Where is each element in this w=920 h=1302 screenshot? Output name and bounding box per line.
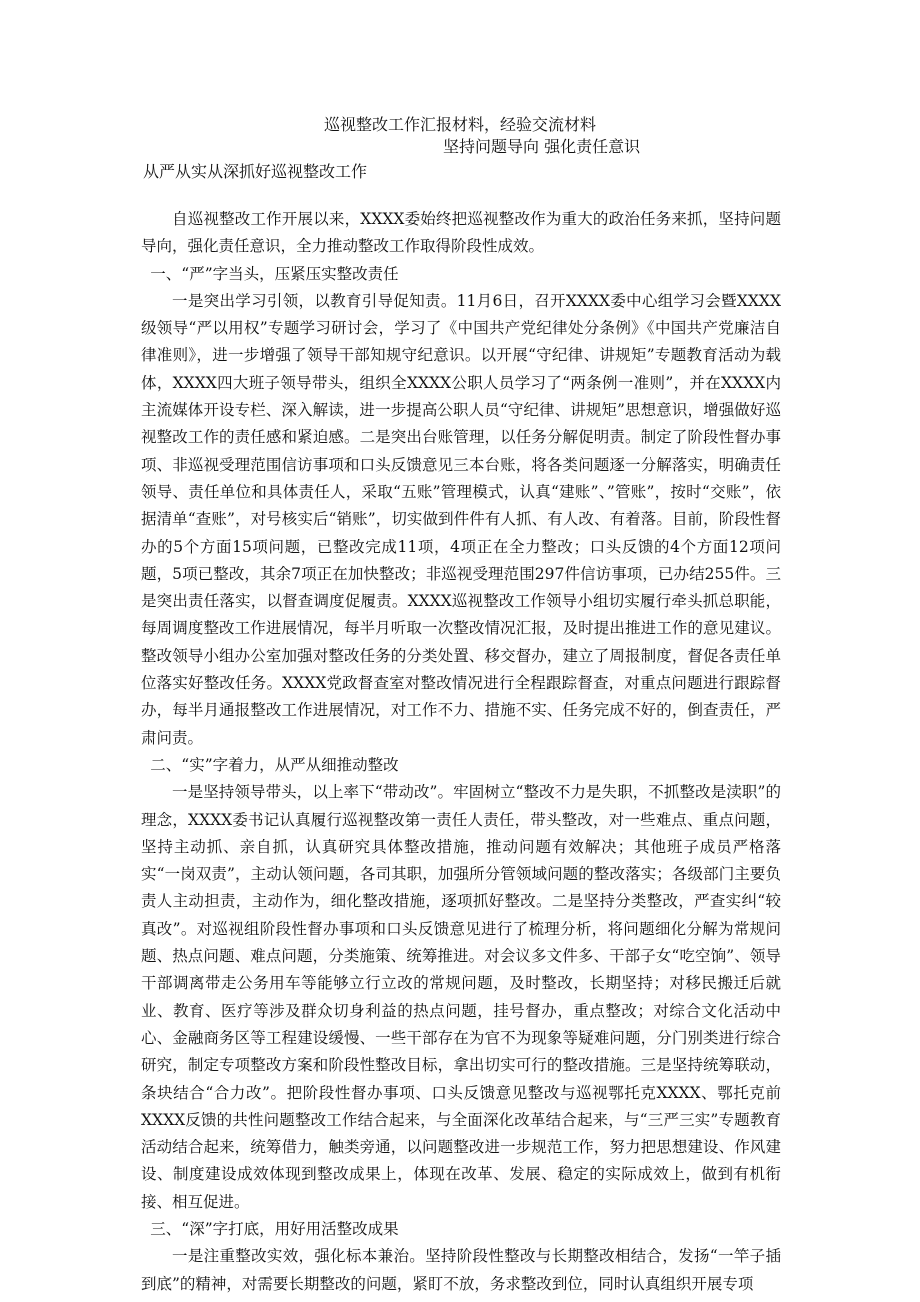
document-title: 巡视整改工作汇报材料，经验交流材料	[323, 115, 596, 134]
intro-paragraph: 自巡视整改工作开展以来，XXXX委始终把巡视整改作为重大的政治任务来抓，坚持问题导向，强化责任意识，全力推动整改工作取得阶段性成效。	[141, 210, 781, 256]
document-subtitle: 坚持问题导向 强化责任意识	[443, 137, 641, 156]
section-1-paragraph: 一是突出学习引领，以教育引导促知责。11月6日，召开XXXX委中心组学习会暨XXXX级领导“严以用权”专题学习研讨会，学习了《中国共产党纪律处分条例》《中国共产党廉洁自律准则》，进一步增强了领导干部知规守纪意识。以开展“守纪律、讲规矩”专题教育活动为载体，XXXX四大班子领导带头，组织全XXXX公职人员学习了“两条例一准则”，并在XXXX内主流媒体开设专栏、深入解读，进一步提高公职人员“守纪律、讲规矩”思想意识，增强做好巡视整改工作的责任感和紧迫感。二是突出台账管理，以任务分解促明责。制定了阶段性督办事项、非巡视受理范围信访事项和口头反馈意见三本台账，将各类问题逐一分解落实，明确责任领导、责任单位和具体责任人，采取“五账”管理模式，认真“建账”、”管账”，按时“交账”，依据清单“查账”，对号核实后“销账”，切实做到件件有人抓、有人改、有着落。目前，阶段性督办的5个方面15项问题，已整改完成11项，4项正在全力整改；口头反馈的4个方面12项问题，5项已整改，其余7项正在加快整改；非巡视受理范围297件信访事项，已办结255件。三是突出责任落实，以督查调度促履责。XXXX巡视整改工作领导小组切实履行牵头抓总职能，每周调度整改工作进展情况，每半月听取一次整改情况汇报，及时提出推进工作的意见建议。整改领导小组办公室加强对整改任务的分类处置、移交督办，建立了周报制度，督促各责任单位落实好整改任务。XXXX党政督查室对整改情况进行全程跟踪督查，对重点问题进行跟踪督办，每半月通报整改工作进展情况，对工作不力、措施不实、任务完成不好的，倒查责任，严肃问责。	[141, 291, 781, 747]
section-3-paragraph: 一是注重整改实效，强化标本兼治。坚持阶段性整改与长期整改相结合，发扬“一竿子插到底”的精神，对需要长期整改的问题，紧盯不放，务求整改到位，同时认真组织开展专项	[141, 1247, 781, 1293]
section-2-heading: 二、“实”字着力，从严从细推动整改	[150, 755, 399, 774]
section-3-heading: 三、“深”字打底，用好用活整改成果	[150, 1219, 399, 1238]
section-2-paragraph: 一是坚持领导带头，以上率下“带动改”。牢固树立“整改不力是失职，不抓整改是渎职”的理念，XXXX委书记认真履行巡视整改第一责任人责任，带头整改，对一些难点、重点问题，坚持主动抓、亲自抓，认真研究具体整改措施，推动问题有效解决；其他班子成员严格落实“一岗双责”，主动认领问题，各司其职，加强所分管领域问题的整改落实；各级部门主要负责人主动担责，主动作为，细化整改措施，逐项抓好整改。二是坚持分类整改，严查实纠“较真改”。对巡视组阶段性督办事项和口头反馈意见进行了梳理分析，将问题细化分解为常规问题、热点问题、难点问题，分类施策、统筹推进。对会议多文件多、干部子女“吃空饷”、领导干部调离带走公务用车等能够立行立改的常规问题，及时整改，长期坚持；对移民搬迁后就业、教育、医疗等涉及群众切身利益的热点问题，挂号督办，重点整改；对综合文化活动中心、金融商务区等工程建设缓慢、一些干部存在为官不为现象等疑难问题，分门别类进行综合研究，制定专项整改方案和阶段性整改目标，拿出切实可行的整改措施。三是坚持统筹联动，条块结合“合力改”。把阶段性督办事项、口头反馈意见整改与巡视鄂托克XXXX、鄂托克前XXXX反馈的共性问题整改工作结合起来，与全面深化改革结合起来，与“三严三实”专题教育活动结合起来，统筹借力，触类旁通，以问题整改进一步规范工作，努力把思想建设、作风建设、制度建设成效体现到整改成果上，体现在改革、发展、稳定的实际成效上，做到有机衔接、相互促进。	[141, 783, 781, 1211]
document-body	[141, 206, 781, 1298]
section-1-heading: 一、“严”字当头，压紧压实整改责任	[150, 264, 399, 283]
document-subtitle-2: 从严从实从深抓好巡视整改工作	[143, 162, 368, 181]
